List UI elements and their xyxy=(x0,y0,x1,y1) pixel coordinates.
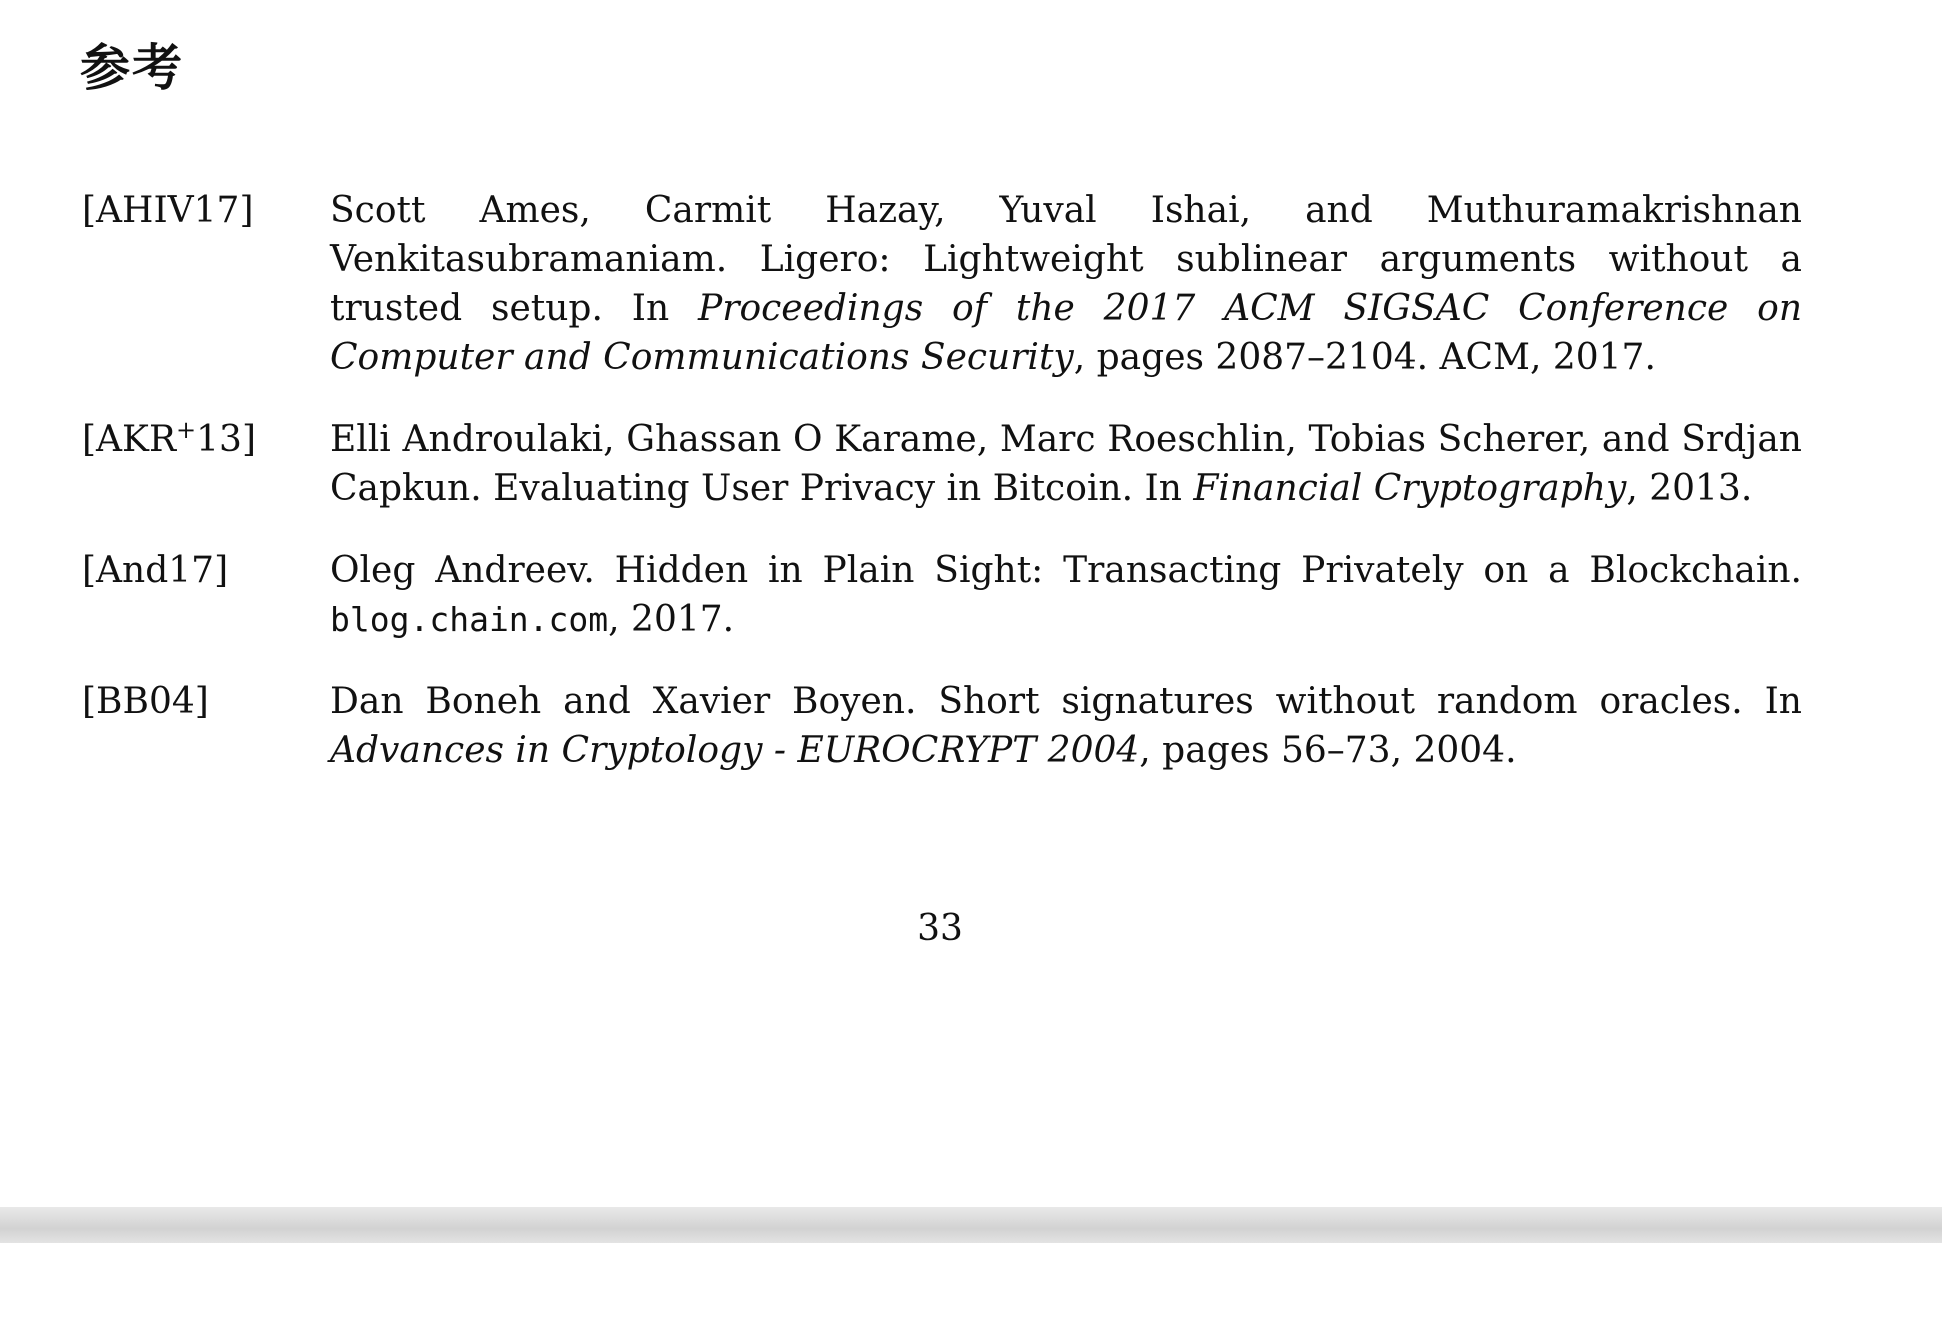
reference-text: Dan Boneh and Xavier Boyen. Short signatures without random oracles. In Advances in Cryptology - EUROCRYPT 2004, pages 56–73, 2004. xyxy=(330,681,1802,771)
reference-key: [And17] xyxy=(82,550,229,591)
reference-key: [BB04] xyxy=(82,681,209,722)
reference-entry-akr13 xyxy=(82,415,1802,513)
reference-entry-ahiv17 xyxy=(82,186,1802,382)
page-number: 33 xyxy=(917,908,963,949)
section-heading: 参考 xyxy=(80,39,184,97)
reference-venue: Proceedings of the 2017 ACM SIGSAC Conference on Computer and Communications Security xyxy=(330,288,1802,378)
reference-venue: Advances in Cryptology - EUROCRYPT 2004 xyxy=(330,730,1140,771)
reference-key: [AKR+13] xyxy=(82,416,257,460)
reference-entry-and17 xyxy=(82,546,1802,644)
reference-url[interactable]: blog.chain.com xyxy=(330,600,609,639)
reference-entry-bb04 xyxy=(82,677,1802,775)
reference-text: Oleg Andreev. Hidden in Plain Sight: Transacting Privately on a Blockchain. blog.chain.com, 2017. xyxy=(330,550,1802,640)
reference-venue: Financial Cryptography xyxy=(1193,468,1627,509)
page-divider xyxy=(0,1207,1942,1243)
reference-list xyxy=(82,186,1802,808)
reference-text: Elli Androulaki, Ghassan O Karame, Marc Roeschlin, Tobias Scherer, and Srdjan Capkun. Evaluating User Privacy in Bitcoin. In Financial Cryptography, 2013. xyxy=(330,419,1802,509)
reference-key: [AHIV17] xyxy=(82,190,254,231)
reference-text: Scott Ames, Carmit Hazay, Yuval Ishai, and Muthuramakrishnan Venkitasubramaniam. Ligero: Lightweight sublinear arguments without a trusted setup. In Proceedings of the 2017 ACM SIGSAC Conference on Computer and Communications Security, pages 2087–2104. ACM, 2017. xyxy=(330,190,1802,378)
